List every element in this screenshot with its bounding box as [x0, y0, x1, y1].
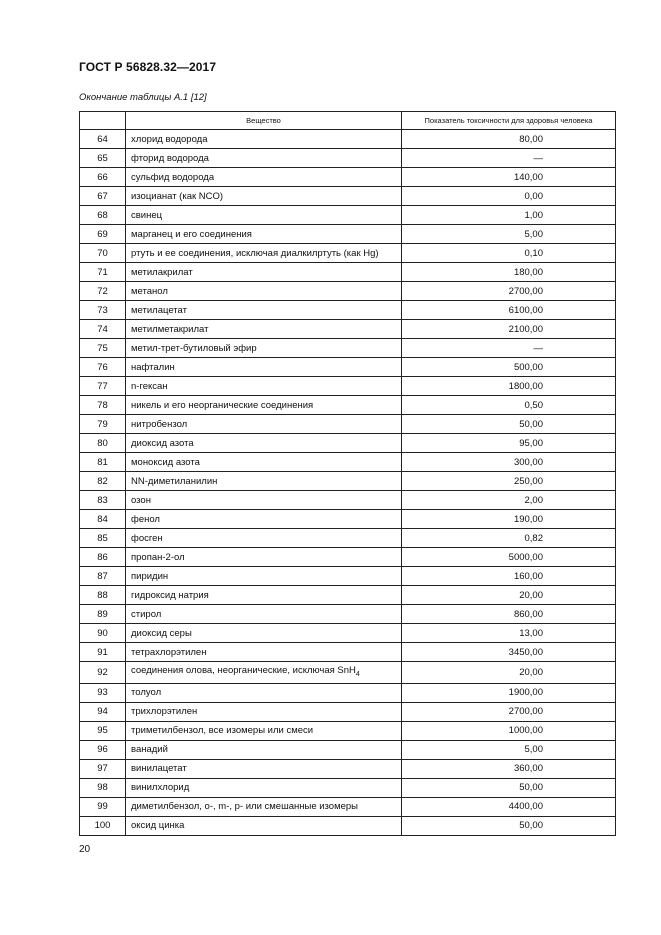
toxicity-value: 20,00 [402, 662, 616, 684]
table-row [80, 721, 616, 740]
table-row [80, 624, 616, 643]
row-number: 70 [80, 244, 126, 263]
substance-cell [126, 301, 402, 320]
row-number: 90 [80, 624, 126, 643]
toxicity-value: 160,00 [402, 567, 616, 586]
toxicity-value: 500,00 [402, 358, 616, 377]
row-number: 98 [80, 778, 126, 797]
substance-name: диоксид серы [131, 627, 192, 639]
toxicity-value: 860,00 [402, 605, 616, 624]
table-row [80, 206, 616, 225]
substance-name: n-гексан [131, 380, 168, 392]
table-row [80, 586, 616, 605]
toxicity-value: 80,00 [402, 130, 616, 149]
row-number: 89 [80, 605, 126, 624]
table-row [80, 816, 616, 835]
column-header-number [80, 112, 126, 130]
substance-cell [126, 339, 402, 358]
column-header-substance: Вещество [126, 112, 402, 130]
substance-cell [126, 320, 402, 339]
row-number: 84 [80, 510, 126, 529]
toxicity-value: 0,50 [402, 396, 616, 415]
toxicity-value: 5,00 [402, 740, 616, 759]
substance-name: трихлорэтилен [131, 706, 198, 718]
substance-name: винилхлорид [131, 782, 190, 794]
table-row [80, 396, 616, 415]
page-number: 20 [79, 844, 91, 855]
row-number: 79 [80, 415, 126, 434]
substance-name: сульфид водорода [131, 171, 215, 183]
substance-name: винилацетат [131, 763, 187, 775]
table-row [80, 225, 616, 244]
row-number: 96 [80, 740, 126, 759]
substance-name: нитробензол [131, 418, 188, 430]
table-row [80, 683, 616, 702]
substance-name: диметилбензол, о-, m-, p- или смешанные изомеры [131, 801, 359, 813]
row-number: 69 [80, 225, 126, 244]
table-row [80, 149, 616, 168]
table-header-row [80, 112, 616, 130]
toxicity-value: 13,00 [402, 624, 616, 643]
row-number: 95 [80, 721, 126, 740]
substance-cell [126, 778, 402, 797]
substance-cell [126, 168, 402, 187]
substance-name: ртуть и ее соединения, исключая диалкилртуть (как Hg) [131, 247, 379, 259]
substance-cell [126, 759, 402, 778]
substance-name: триметилбензол, все изомеры или смеси [131, 725, 314, 737]
row-number: 100 [80, 816, 126, 835]
table-row [80, 491, 616, 510]
row-number: 78 [80, 396, 126, 415]
substance-name: фенол [131, 513, 160, 525]
formula-subscript: 4 [355, 670, 360, 678]
row-number: 71 [80, 263, 126, 282]
substance-name: никель и его неорганические соединения [131, 399, 314, 411]
table-row [80, 168, 616, 187]
substance-name: изоцианат (как NCO) [131, 190, 224, 202]
toxicity-value: 1000,00 [402, 721, 616, 740]
toxicity-table [79, 111, 616, 836]
table-row [80, 662, 616, 684]
toxicity-value: 180,00 [402, 263, 616, 282]
substance-name: стирол [131, 608, 162, 620]
substance-name: метилацетат [131, 304, 187, 316]
toxicity-value: — [402, 149, 616, 168]
table-row [80, 453, 616, 472]
toxicity-value: 0,00 [402, 187, 616, 206]
row-number: 86 [80, 548, 126, 567]
substance-name: свинец [131, 209, 163, 221]
substance-cell [126, 567, 402, 586]
substance-name: толуол [131, 687, 162, 699]
table-row [80, 187, 616, 206]
row-number: 94 [80, 702, 126, 721]
substance-cell [126, 548, 402, 567]
substance-cell [126, 358, 402, 377]
substance-cell [126, 740, 402, 759]
table-row [80, 548, 616, 567]
substance-cell [126, 244, 402, 263]
substance-name: фосген [131, 532, 163, 544]
substance-cell [126, 816, 402, 835]
toxicity-value: 5000,00 [402, 548, 616, 567]
table-row [80, 244, 616, 263]
substance-name: NN-диметиланилин [131, 475, 218, 487]
substance-cell [126, 529, 402, 548]
toxicity-value: 0,82 [402, 529, 616, 548]
toxicity-value: 1,00 [402, 206, 616, 225]
row-number: 80 [80, 434, 126, 453]
table-row [80, 358, 616, 377]
document-title: ГОСТ Р 56828.32—2017 [79, 60, 217, 74]
row-number: 74 [80, 320, 126, 339]
substance-cell [126, 206, 402, 225]
substance-name: моноксид азота [131, 456, 200, 468]
row-number: 92 [80, 662, 126, 684]
table-body [80, 130, 616, 836]
toxicity-value: 20,00 [402, 586, 616, 605]
substance-cell [126, 415, 402, 434]
table-row [80, 434, 616, 453]
table-row [80, 263, 616, 282]
substance-name: фторид водорода [131, 152, 209, 164]
row-number: 68 [80, 206, 126, 225]
row-number: 87 [80, 567, 126, 586]
row-number: 97 [80, 759, 126, 778]
row-number: 81 [80, 453, 126, 472]
substance-name: соединения олова, неорганические, исключая SnH [131, 665, 356, 676]
row-number: 64 [80, 130, 126, 149]
substance-cell [126, 662, 402, 684]
substance-name: оксид цинка [131, 820, 185, 832]
substance-name: метанол [131, 285, 168, 297]
row-number: 83 [80, 491, 126, 510]
substance-cell [126, 586, 402, 605]
substance-cell [126, 797, 402, 816]
substance-name: хлорид водорода [131, 133, 208, 145]
substance-name: диоксид азота [131, 437, 194, 449]
substance-cell [126, 683, 402, 702]
table-row [80, 130, 616, 149]
toxicity-value: 3450,00 [402, 643, 616, 662]
table-row [80, 702, 616, 721]
table-row [80, 605, 616, 624]
toxicity-value: 5,00 [402, 225, 616, 244]
substance-name: ванадий [131, 744, 168, 756]
substance-name: пропан-2-ол [131, 551, 185, 563]
substance-name: метил-трет-бутиловый эфир [131, 342, 257, 354]
substance-cell [126, 130, 402, 149]
row-number: 88 [80, 586, 126, 605]
row-number: 75 [80, 339, 126, 358]
table-row [80, 415, 616, 434]
row-number: 82 [80, 472, 126, 491]
substance-name: нафталин [131, 361, 175, 373]
substance-cell [126, 282, 402, 301]
substance-cell [126, 434, 402, 453]
substance-cell [126, 187, 402, 206]
toxicity-value: 190,00 [402, 510, 616, 529]
toxicity-value: — [402, 339, 616, 358]
toxicity-value: 1800,00 [402, 377, 616, 396]
toxicity-value: 50,00 [402, 778, 616, 797]
substance-cell [126, 396, 402, 415]
substance-cell [126, 510, 402, 529]
row-number: 93 [80, 683, 126, 702]
row-number: 85 [80, 529, 126, 548]
toxicity-value: 2700,00 [402, 702, 616, 721]
substance-cell [126, 643, 402, 662]
substance-cell [126, 624, 402, 643]
table-row [80, 282, 616, 301]
table-row [80, 339, 616, 358]
row-number: 67 [80, 187, 126, 206]
table-row [80, 740, 616, 759]
table-row [80, 472, 616, 491]
table-row [80, 301, 616, 320]
substance-cell [126, 263, 402, 282]
toxicity-value: 2700,00 [402, 282, 616, 301]
substance-name: гидроксид натрия [131, 589, 209, 601]
toxicity-value: 2,00 [402, 491, 616, 510]
substance-cell [126, 721, 402, 740]
row-number: 73 [80, 301, 126, 320]
substance-cell [126, 491, 402, 510]
column-header-toxicity: Показатель токсичности для здоровья человека [402, 112, 616, 130]
table-caption: Окончание таблицы А.1 [12] [79, 92, 207, 103]
table-row [80, 567, 616, 586]
toxicity-value: 6100,00 [402, 301, 616, 320]
substance-cell [126, 702, 402, 721]
row-number: 99 [80, 797, 126, 816]
row-number: 72 [80, 282, 126, 301]
row-number: 91 [80, 643, 126, 662]
substance-name: озон [131, 494, 151, 506]
toxicity-value: 250,00 [402, 472, 616, 491]
toxicity-value: 4400,00 [402, 797, 616, 816]
table-row [80, 320, 616, 339]
table-row [80, 377, 616, 396]
table-row [80, 529, 616, 548]
row-number: 66 [80, 168, 126, 187]
toxicity-value: 0,10 [402, 244, 616, 263]
toxicity-value: 2100,00 [402, 320, 616, 339]
table-row [80, 510, 616, 529]
substance-name: пиридин [131, 570, 169, 582]
substance-cell [126, 377, 402, 396]
toxicity-value: 1900,00 [402, 683, 616, 702]
table-row [80, 759, 616, 778]
substance-cell [126, 225, 402, 244]
table-row [80, 778, 616, 797]
toxicity-value: 50,00 [402, 415, 616, 434]
substance-name: метилметакрилат [131, 323, 209, 335]
table-row [80, 643, 616, 662]
substance-cell [126, 149, 402, 168]
toxicity-value: 300,00 [402, 453, 616, 472]
toxicity-value: 50,00 [402, 816, 616, 835]
row-number: 77 [80, 377, 126, 396]
substance-cell [126, 605, 402, 624]
substance-name: марганец и его соединения [131, 228, 252, 240]
row-number: 65 [80, 149, 126, 168]
toxicity-value: 95,00 [402, 434, 616, 453]
substance-cell [126, 472, 402, 491]
substance-cell [126, 453, 402, 472]
substance-name: тетрахлорэтилен [131, 646, 207, 658]
toxicity-value: 360,00 [402, 759, 616, 778]
row-number: 76 [80, 358, 126, 377]
substance-name: метилакрилат [131, 266, 193, 278]
table-row [80, 797, 616, 816]
toxicity-value: 140,00 [402, 168, 616, 187]
